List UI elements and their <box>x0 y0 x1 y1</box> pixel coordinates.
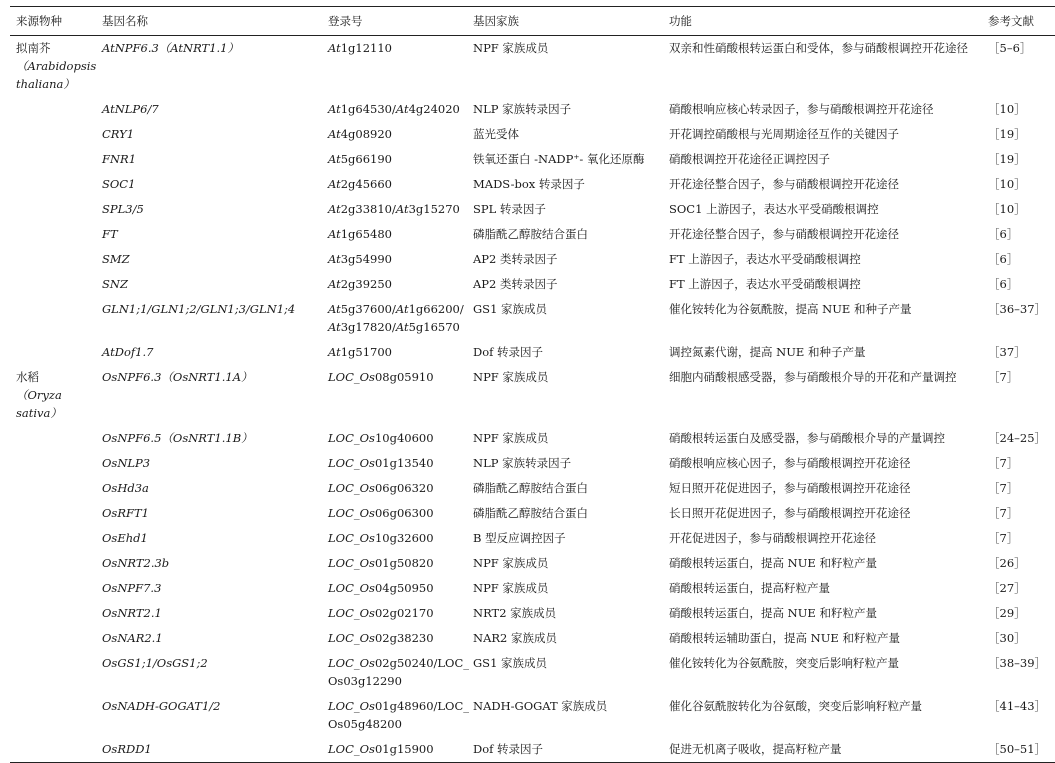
table-row <box>10 97 1055 122</box>
table-body <box>10 36 1055 763</box>
accession-cell: LOC_Os01g48960/LOC_ Os05g48200 <box>328 699 470 731</box>
accession-cell: At5g66190 <box>328 152 392 166</box>
table-row <box>10 197 1055 222</box>
reference-cell: ［10］ <box>988 202 1026 216</box>
accession-cell: LOC_Os01g13540 <box>328 456 434 470</box>
accession-cell: At2g39250 <box>328 277 392 291</box>
gene-name-cell: OsNLP3 <box>102 456 151 470</box>
reference-cell: ［29］ <box>988 606 1026 620</box>
accession-cell: LOC_Os02g38230 <box>328 631 434 645</box>
gene-name-cell: AtNLP6/7 <box>102 102 159 116</box>
function-cell: 细胞内硝酸根感受器，参与硝酸根介导的开花和产量调控 <box>669 370 957 384</box>
gene-name-cell: SOC1 <box>102 177 136 191</box>
gene-name-cell: FNR1 <box>102 152 137 166</box>
gene-name-cell: OsNPF6.3（OsNRT1.1A） <box>102 370 253 384</box>
reference-cell: ［30］ <box>988 631 1026 645</box>
table-row <box>10 576 1055 601</box>
function-cell: 硝酸根响应核心因子，参与硝酸根调控开花途径 <box>669 456 911 470</box>
species-cell <box>10 222 102 247</box>
header-gene: 基因名称 <box>102 14 148 28</box>
gene-family-cell: NAR2 家族成员 <box>473 631 557 645</box>
function-cell: FT 上游因子，表达水平受硝酸根调控 <box>669 277 861 291</box>
table-row <box>10 147 1055 172</box>
reference-cell: ［7］ <box>988 506 1019 520</box>
species-cell <box>10 97 102 122</box>
gene-family-cell: NPF 家族成员 <box>473 431 549 445</box>
reference-cell: ［7］ <box>988 481 1019 495</box>
species-cell <box>10 476 102 501</box>
reference-cell: ［10］ <box>988 102 1026 116</box>
reference-cell: ［7］ <box>988 531 1019 545</box>
species-chinese-name: 拟南芥 <box>16 41 51 55</box>
species-cell <box>10 247 102 272</box>
table-row <box>10 247 1055 272</box>
species-cell <box>10 576 102 601</box>
species-cell <box>10 426 102 451</box>
function-cell: 催化铵转化为谷氨酰胺，提高 NUE 和种子产量 <box>669 302 912 316</box>
table-row <box>10 476 1055 501</box>
gene-family-cell: 磷脂酰乙醇胺结合蛋白 <box>473 227 588 241</box>
reference-cell: ［19］ <box>988 152 1026 166</box>
function-cell: 催化谷氨酰胺转化为谷氨酸，突变后影响籽粒产量 <box>669 699 922 713</box>
accession-cell: At1g64530/At4g24020 <box>328 102 460 116</box>
gene-name-cell: FT <box>102 227 118 241</box>
species-cell <box>10 626 102 651</box>
species-cell <box>10 172 102 197</box>
table-row <box>10 297 1055 340</box>
species-cell <box>10 340 102 365</box>
gene-family-cell: Dof 转录因子 <box>473 345 544 359</box>
function-cell: FT 上游因子，表达水平受硝酸根调控 <box>669 252 861 266</box>
function-cell: 开花途径整合因子，参与硝酸根调控开花途径 <box>669 177 899 191</box>
table-row <box>10 36 1055 98</box>
species-cell <box>10 36 102 98</box>
function-cell: 短日照开花促进因子，参与硝酸根调控开花途径 <box>669 481 911 495</box>
gene-family-cell: NADH-GOGAT 家族成员 <box>473 699 608 713</box>
accession-cell: LOC_Os01g15900 <box>328 742 434 756</box>
species-cell <box>10 601 102 626</box>
gene-family-cell: 磷脂酰乙醇胺结合蛋白 <box>473 506 588 520</box>
accession-cell: At3g54990 <box>328 252 392 266</box>
table-row <box>10 272 1055 297</box>
gene-family-cell: B 型反应调控因子 <box>473 531 566 545</box>
gene-name-cell: OsNRT2.3b <box>102 556 170 570</box>
accession-cell: At2g33810/At3g15270 <box>328 202 460 216</box>
table-row <box>10 365 1055 426</box>
table-row <box>10 122 1055 147</box>
function-cell: 硝酸根转运蛋白，提高 NUE 和籽粒产量 <box>669 556 877 570</box>
function-cell: 催化铵转化为谷氨酰胺，突变后影响籽粒产量 <box>669 656 899 670</box>
reference-cell: ［50–51］ <box>988 742 1047 756</box>
reference-cell: ［36–37］ <box>988 302 1047 316</box>
species-cell <box>10 737 102 763</box>
gene-family-cell: 磷脂酰乙醇胺结合蛋白 <box>473 481 588 495</box>
gene-name-cell: OsRFT1 <box>102 506 149 520</box>
species-latin-name: （Arabidopsis thaliana） <box>16 59 97 91</box>
gene-family-cell: GS1 家族成员 <box>473 302 548 316</box>
header-row <box>10 7 1055 36</box>
gene-family-cell: NLP 家族转录因子 <box>473 456 572 470</box>
accession-cell: LOC_Os10g40600 <box>328 431 434 445</box>
function-cell: 硝酸根调控开花途径正调控因子 <box>669 152 830 166</box>
gene-family-cell: NPF 家族成员 <box>473 556 549 570</box>
species-cell <box>10 451 102 476</box>
function-cell: 硝酸根转运蛋白，提高 NUE 和籽粒产量 <box>669 606 877 620</box>
accession-cell: At1g65480 <box>328 227 392 241</box>
function-cell: 开花途径整合因子，参与硝酸根调控开花途径 <box>669 227 899 241</box>
table-row <box>10 451 1055 476</box>
accession-cell: LOC_Os06g06300 <box>328 506 434 520</box>
gene-family-cell: Dof 转录因子 <box>473 742 544 756</box>
gene-family-cell: 蓝光受体 <box>473 127 519 141</box>
accession-cell: At5g37600/At1g66200/ At3g17820/At5g16570 <box>328 302 464 334</box>
reference-cell: ［19］ <box>988 127 1026 141</box>
species-latin-name: （Oryza sativa） <box>16 388 62 420</box>
accession-cell: LOC_Os01g50820 <box>328 556 434 570</box>
gene-family-cell: NPF 家族成员 <box>473 370 549 384</box>
gene-family-cell: AP2 类转录因子 <box>473 277 558 291</box>
species-cell <box>10 122 102 147</box>
table-row <box>10 601 1055 626</box>
reference-cell: ［6］ <box>988 277 1019 291</box>
gene-name-cell: SPL3/5 <box>102 202 144 216</box>
table-row <box>10 426 1055 451</box>
function-cell: 调控氮素代谢，提高 NUE 和种子产量 <box>669 345 866 359</box>
function-cell: 双亲和性硝酸根转运蛋白和受体，参与硝酸根调控开花途径 <box>669 41 968 55</box>
species-cell <box>10 272 102 297</box>
gene-name-cell: OsNPF7.3 <box>102 581 162 595</box>
gene-family-cell: NLP 家族转录因子 <box>473 102 572 116</box>
species-cell <box>10 297 102 340</box>
gene-name-cell: AtNPF6.3（AtNRT1.1） <box>102 41 239 55</box>
function-cell: 硝酸根转运蛋白及感受器，参与硝酸根介导的产量调控 <box>669 431 945 445</box>
gene-name-cell: GLN1;1/GLN1;2/GLN1;3/GLN1;4 <box>102 302 296 316</box>
accession-cell: LOC_Os04g50950 <box>328 581 434 595</box>
gene-family-cell: 铁氧还蛋白 -NADP⁺- 氧化还原酶 <box>473 152 645 166</box>
table-row <box>10 526 1055 551</box>
reference-cell: ［24–25］ <box>988 431 1047 445</box>
reference-cell: ［10］ <box>988 177 1026 191</box>
table-row <box>10 501 1055 526</box>
header-family: 基因家族 <box>473 14 519 28</box>
reference-cell: ［6］ <box>988 227 1019 241</box>
function-cell: SOC1 上游因子，表达水平受硝酸根调控 <box>669 202 879 216</box>
table-row <box>10 172 1055 197</box>
species-cell <box>10 694 102 737</box>
gene-name-cell: AtDof1.7 <box>102 345 154 359</box>
gene-family-cell: NPF 家族成员 <box>473 581 549 595</box>
accession-cell: At4g08920 <box>328 127 392 141</box>
function-cell: 硝酸根转运辅助蛋白，提高 NUE 和籽粒产量 <box>669 631 900 645</box>
gene-name-cell: OsNPF6.5（OsNRT1.1B） <box>102 431 253 445</box>
reference-cell: ［7］ <box>988 456 1019 470</box>
gene-family-cell: NRT2 家族成员 <box>473 606 557 620</box>
species-cell <box>10 197 102 222</box>
gene-family-cell: NPF 家族成员 <box>473 41 549 55</box>
table-row <box>10 651 1055 694</box>
gene-family-cell: SPL 转录因子 <box>473 202 546 216</box>
function-cell: 开花调控硝酸根与光周期途径互作的关键因子 <box>669 127 899 141</box>
accession-cell: LOC_Os02g02170 <box>328 606 434 620</box>
species-cell <box>10 365 102 426</box>
header-accession: 登录号 <box>328 14 363 28</box>
reference-cell: ［26］ <box>988 556 1026 570</box>
gene-family-cell: MADS-box 转录因子 <box>473 177 585 191</box>
table-row <box>10 340 1055 365</box>
accession-cell: LOC_Os08g05910 <box>328 370 434 384</box>
gene-name-cell: SMZ <box>102 252 130 266</box>
function-cell: 开花促进因子，参与硝酸根调控开花途径 <box>669 531 876 545</box>
reference-cell: ［6］ <box>988 252 1019 266</box>
accession-cell: LOC_Os10g32600 <box>328 531 434 545</box>
species-chinese-name: 水稻 <box>16 370 39 384</box>
function-cell: 促进无机离子吸收，提高籽粒产量 <box>669 742 842 756</box>
table-row <box>10 626 1055 651</box>
accession-cell: LOC_Os06g06320 <box>328 481 434 495</box>
gene-table <box>10 6 1055 763</box>
gene-family-cell: GS1 家族成员 <box>473 656 548 670</box>
reference-cell: ［27］ <box>988 581 1026 595</box>
header-species: 来源物种 <box>16 14 62 28</box>
gene-name-cell: OsNAR2.1 <box>102 631 163 645</box>
accession-cell: At1g12110 <box>328 41 392 55</box>
gene-name-cell: OsEhd1 <box>102 531 148 545</box>
gene-name-cell: OsGS1;1/OsGS1;2 <box>102 656 208 670</box>
gene-name-cell: OsNRT2.1 <box>102 606 162 620</box>
reference-cell: ［38–39］ <box>988 656 1047 670</box>
table-row <box>10 222 1055 247</box>
header-function: 功能 <box>669 14 692 28</box>
function-cell: 硝酸根响应核心转录因子，参与硝酸根调控开花途径 <box>669 102 934 116</box>
reference-cell: ［5–6］ <box>988 41 1032 55</box>
species-cell <box>10 501 102 526</box>
table-row <box>10 737 1055 763</box>
table-header <box>10 7 1055 36</box>
gene-name-cell: CRY1 <box>102 127 135 141</box>
reference-cell: ［7］ <box>988 370 1019 384</box>
accession-cell: LOC_Os02g50240/LOC_ Os03g12290 <box>328 656 470 688</box>
gene-name-cell: OsHd3a <box>102 481 149 495</box>
gene-family-cell: AP2 类转录因子 <box>473 252 558 266</box>
species-cell <box>10 551 102 576</box>
header-reference: 参考文献 <box>988 14 1034 28</box>
reference-cell: ［41–43］ <box>988 699 1047 713</box>
species-cell <box>10 526 102 551</box>
gene-name-cell: OsRDD1 <box>102 742 152 756</box>
reference-cell: ［37］ <box>988 345 1026 359</box>
table-row <box>10 694 1055 737</box>
function-cell: 硝酸根转运蛋白，提高籽粒产量 <box>669 581 830 595</box>
function-cell: 长日照开花促进因子，参与硝酸根调控开花途径 <box>669 506 911 520</box>
species-cell <box>10 147 102 172</box>
accession-cell: At2g45660 <box>328 177 392 191</box>
accession-cell: At1g51700 <box>328 345 392 359</box>
table-row <box>10 551 1055 576</box>
gene-name-cell: OsNADH-GOGAT1/2 <box>102 699 221 713</box>
gene-name-cell: SNZ <box>102 277 128 291</box>
species-cell <box>10 651 102 694</box>
